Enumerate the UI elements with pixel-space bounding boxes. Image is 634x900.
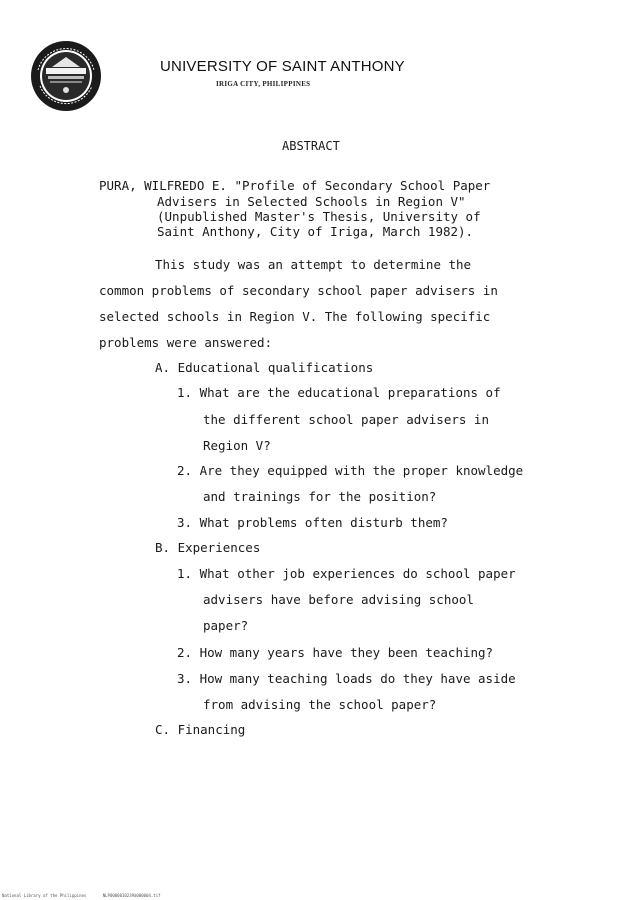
intro-line-2: common problems of secondary school paper advisers in	[99, 283, 498, 298]
intro-line-1: This study was an attempt to determine the	[155, 257, 472, 272]
footer-code: NLP0000010239à000004.tif	[102, 893, 161, 898]
intro-line-4: problems were answered:	[99, 335, 273, 350]
section-b-heading: B. Experiences	[155, 540, 261, 555]
university-seal-icon	[30, 40, 102, 112]
question-b3-line-2: from advising the school paper?	[203, 697, 437, 712]
question-a3-line-1: 3. What problems often disturb them?	[177, 515, 448, 530]
section-a-heading: A. Educational qualifications	[155, 360, 374, 375]
citation-line-2: Advisers in Selected Schools in Region V"	[157, 194, 466, 209]
question-a1-line-2: the different school paper advisers in	[203, 412, 489, 427]
question-a2-line-1: 2. Are they equipped with the proper knowledge	[177, 463, 524, 478]
question-a1-line-3: Region V?	[203, 438, 271, 453]
citation-line-4: Saint Anthony, City of Iriga, March 1982).	[157, 224, 474, 239]
citation-line-3: (Unpublished Master's Thesis, University of	[157, 209, 481, 224]
question-b1-line-3: paper?	[203, 618, 249, 633]
question-b3-line-1: 3. How many teaching loads do they have aside	[177, 671, 516, 686]
university-name: UNIVERSITY OF SAINT ANTHONY	[160, 58, 405, 75]
scan-footer	[2, 893, 175, 898]
question-a1-line-1: 1. What are the educational preparations of	[177, 385, 501, 400]
question-b1-line-1: 1. What other job experiences do school paper	[177, 566, 516, 581]
section-c-heading: C. Financing	[155, 722, 246, 737]
footer-library: National Library of the Philippines	[2, 893, 87, 898]
intro-line-3: selected schools in Region V. The following specific	[99, 309, 491, 324]
question-a2-line-2: and trainings for the position?	[203, 489, 437, 504]
abstract-title: ABSTRACT	[282, 139, 340, 153]
question-b2-line-1: 2. How many years have they been teaching?	[177, 645, 494, 660]
citation-line-1: PURA, WILFREDO E. "Profile of Secondary School Paper	[99, 178, 491, 193]
question-b1-line-2: advisers have before advising school	[203, 592, 474, 607]
university-location: IRIGA CITY, PHILIPPINES	[216, 80, 311, 88]
